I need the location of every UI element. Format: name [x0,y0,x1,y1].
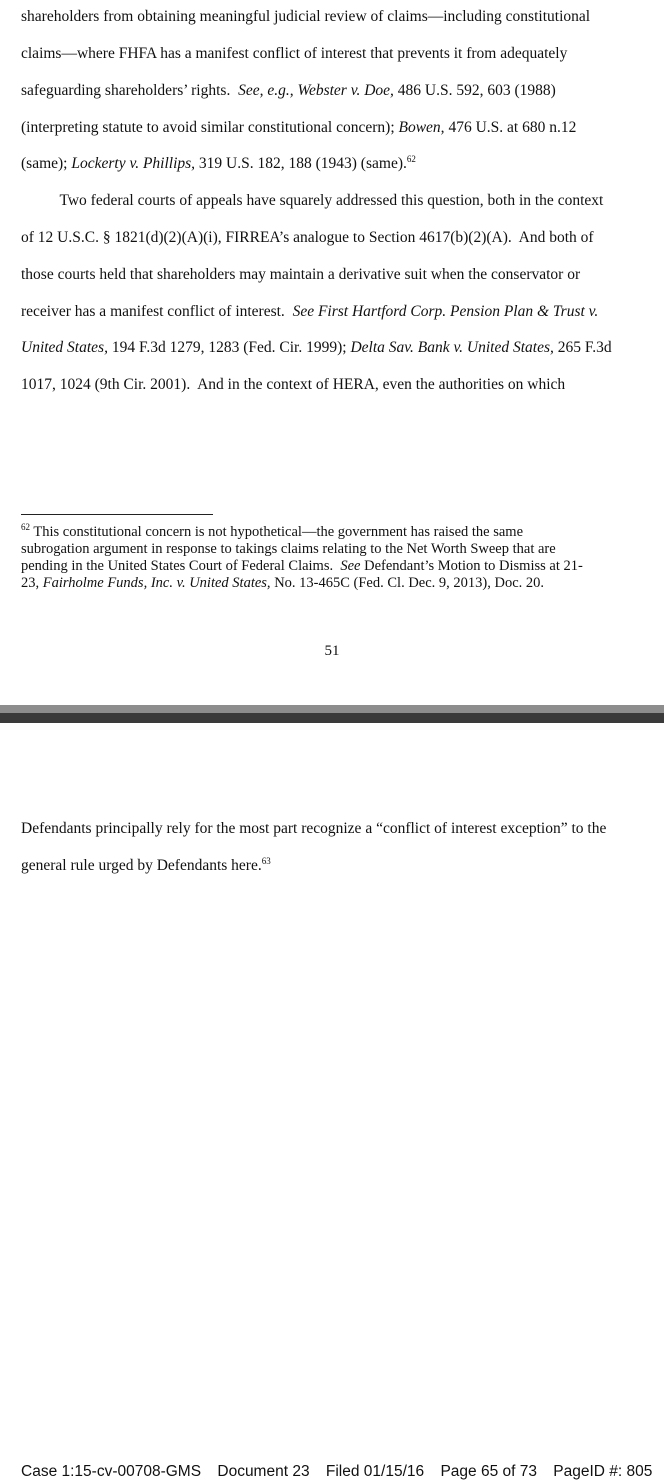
page-count: Page 65 of 73 [440,1463,537,1480]
page-separator-dark [0,713,664,723]
text-run: claims—where FHFA has a manifest conflict of interest that prevents it from adequately [21,45,568,62]
text-run: (interpreting statute to avoid similar constitutional concern); [21,119,399,136]
case-header [21,1463,652,1481]
text-line [21,856,271,876]
text-run: pending in the United States Court of Federal Claims. [21,558,341,574]
text-line [21,81,556,101]
italic-text: Fairholme Funds, Inc. v. United States, [42,575,271,591]
text-run: 23, [21,575,43,591]
text-line [21,819,606,839]
document-number: Document 23 [217,1463,310,1480]
text-run: of 12 U.S.C. § 1821(d)(2)(A)(i), FIRREA’s analogue to Section 4617(b)(2)(A). And both of [21,229,594,246]
text-run: 265 F.3d [553,339,612,356]
filed-date: Filed 01/15/16 [325,1463,425,1480]
text-line [21,44,567,64]
footnote-reference: 63 [261,855,271,866]
text-line [21,228,594,248]
footnote-number: 62 [21,522,30,533]
footnote-text [21,524,583,591]
text-run: This constitutional concern is not hypothetical—the government has raised the same [30,524,524,540]
page-separator-light [0,705,664,713]
italic-text: See, e.g., Webster v. Doe, [238,82,394,99]
text-run: No. 13-465C (Fed. Cl. Dec. 9, 2013), Doc. 20. [270,575,545,591]
text-run: 486 U.S. 592, 603 (1988) [393,82,556,99]
case-number: Case 1:15-cv-00708-GMS [21,1463,202,1480]
italic-text: See First Hartford Corp. Pension Plan & Trust v. [292,303,599,320]
page-id: PageID #: 805 [553,1463,653,1480]
text-line [21,338,612,358]
text-run: 476 U.S. at 680 n.12 [444,119,577,136]
text-line [21,375,565,395]
footnote-62 [21,524,646,592]
text-run: safeguarding shareholders’ rights. [21,82,239,99]
text-run: those courts held that shareholders may maintain a derivative suit when the conservator or [21,266,581,283]
text-line [21,265,580,285]
text-run: Defendants principally rely for the most part recognize a “conflict of interest exception” to the [21,820,607,837]
italic-text: Lockerty v. Phillips, [71,155,196,172]
text-run: Two federal courts of appeals have squarely addressed this question, both in the context [21,192,604,209]
text-run: shareholders from obtaining meaningful judicial review of claims—including constitutional [21,8,591,25]
text-run: 1017, 1024 (9th Cir. 2001). And in the context of HERA, even the authorities on which [21,376,566,393]
footnote-reference: 62 [406,153,416,164]
text-run: general rule urged by Defendants here. [21,857,262,874]
text-line [21,191,603,211]
italic-text: Delta Sav. Bank v. United States, [350,339,554,356]
italic-text: See [340,558,361,574]
text-run: (same); [21,155,72,172]
text-line [21,302,598,322]
text-line [21,118,576,138]
footnote-divider [21,514,213,515]
italic-text: United States, [21,339,108,356]
text-run: receiver has a manifest conflict of interest. [21,303,293,320]
text-line [21,154,416,174]
page-number: 51 [324,643,340,659]
text-run: subrogation argument in response to takings claims relating to the Net Worth Sweep that are [21,541,556,557]
document-page [0,0,664,705]
italic-text: Bowen, [398,119,445,136]
text-run: 319 U.S. 182, 188 (1943) (same). [195,155,407,172]
text-run: 194 F.3d 1279, 1283 (Fed. Cir. 1999); [107,339,351,356]
text-line [21,7,590,27]
text-run: Defendant’s Motion to Dismiss at 21- [360,558,583,574]
